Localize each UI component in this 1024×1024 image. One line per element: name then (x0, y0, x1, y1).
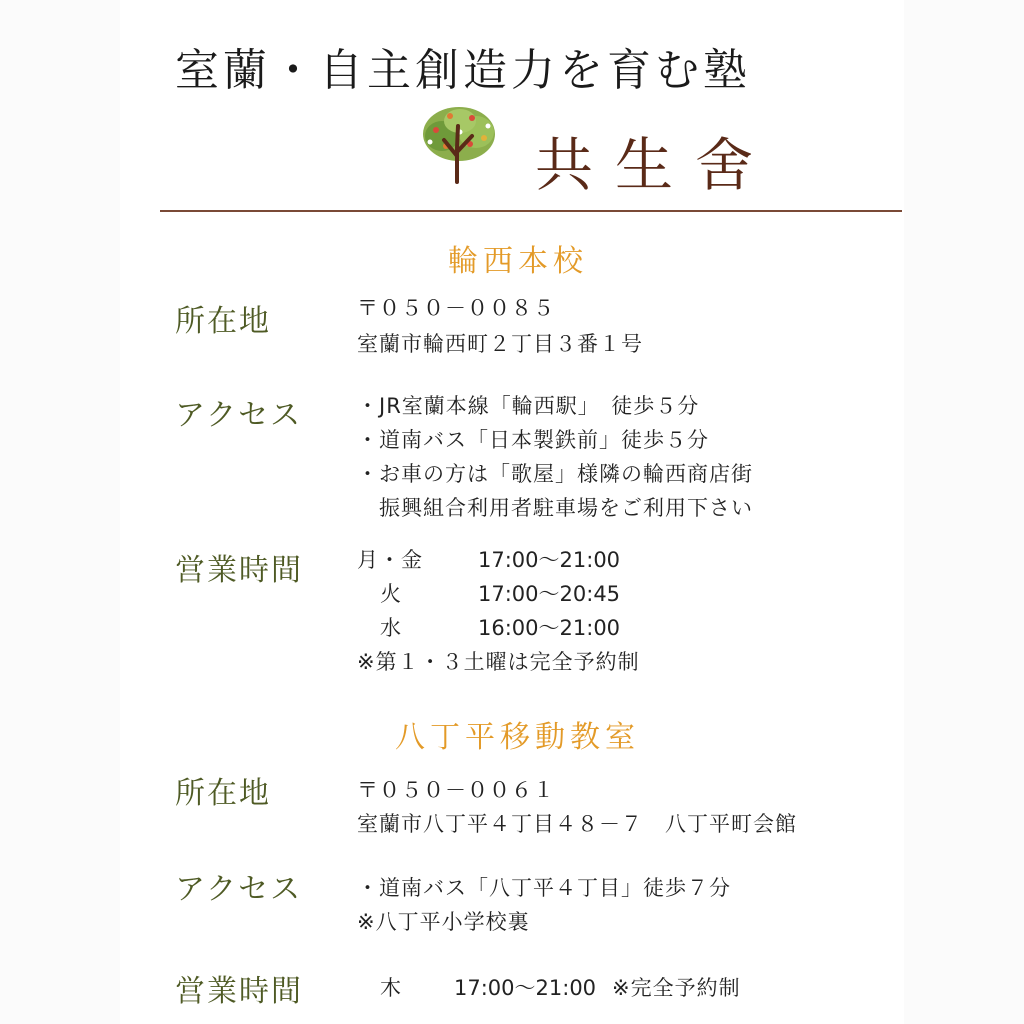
main-address: 室蘭市輪西町２丁目３番１号 (357, 332, 643, 356)
branch-location-label: 所在地 (175, 776, 271, 811)
branch-postal-code: 〒０５０－００６１ (357, 778, 555, 802)
branch-hours-day: 木 (380, 976, 402, 1000)
main-hours-label: 営業時間 (175, 553, 303, 588)
branch-title: 八丁平移動教室 (395, 720, 640, 755)
main-hours-note: ※第１・３土曜は完全予約制 (357, 650, 640, 674)
main-location-label: 所在地 (175, 304, 271, 339)
main-hours-time: 17:00～21:00 (478, 548, 621, 572)
branch-access-label: アクセス (175, 872, 303, 907)
main-postal-code: 〒０５０－００８５ (357, 296, 555, 320)
branch-access-line: ※八丁平小学校裏 (357, 910, 530, 934)
header-divider (160, 210, 902, 212)
main-access-label: アクセス (175, 398, 303, 433)
main-hours-day: 水 (380, 616, 402, 640)
main-hours-time: 17:00～20:45 (478, 582, 621, 606)
main-access-line: ・お車の方は「歌屋」様隣の輪西商店街 (357, 462, 753, 486)
branch-hours-time: 17:00～21:00 (454, 976, 597, 1000)
brand-name: 共生舍 (535, 131, 776, 199)
main-access-line: 振興組合利用者駐車場をご利用下さい (357, 496, 753, 520)
branch-address: 室蘭市八丁平４丁目４８－７ 八丁平町会館 (357, 812, 797, 836)
page-title: 室蘭・自主創造力を育む塾 (175, 45, 751, 96)
branch-hours-note: ※完全予約制 (612, 976, 741, 1000)
main-hours-day: 火 (380, 582, 402, 606)
tree-logo-icon (420, 104, 498, 184)
main-access-line: ・道南バス「日本製鉄前」徒歩５分 (357, 428, 709, 452)
main-hours-time: 16:00～21:00 (478, 616, 621, 640)
branch-access-line: ・道南バス「八丁平４丁目」徒歩７分 (357, 876, 731, 900)
main-hours-day: 月・金 (357, 548, 423, 572)
main-access-line: ・JR室蘭本線「輪西駅」 徒歩５分 (357, 394, 700, 418)
branch-hours-label: 営業時間 (175, 974, 303, 1009)
main-school-title: 輪西本校 (448, 244, 588, 279)
